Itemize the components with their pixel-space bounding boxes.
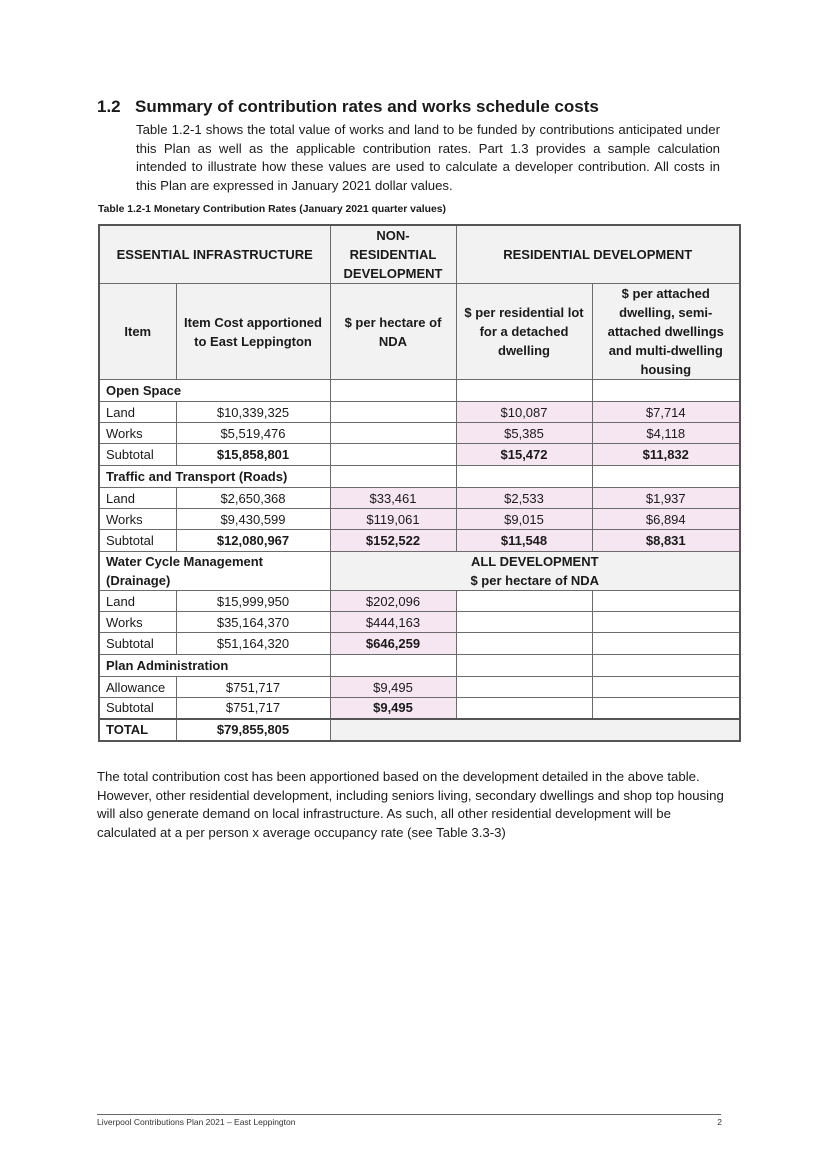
row-cost: $751,717 xyxy=(176,698,330,719)
header-per-attached: $ per attached dwelling, semi-attached dwellings and multi-dwelling housing xyxy=(592,284,740,380)
row-lot: $2,533 xyxy=(456,488,592,509)
row-cost: $15,999,950 xyxy=(176,591,330,612)
row-attached: $7,714 xyxy=(592,402,740,423)
row-lot: $11,548 xyxy=(456,530,592,552)
contribution-rates-table xyxy=(98,224,741,742)
section-open-space: Open Space xyxy=(99,380,330,402)
page-number: 2 xyxy=(717,1117,722,1127)
header-residential: RESIDENTIAL DEVELOPMENT xyxy=(456,225,740,284)
section-title: Summary of contribution rates and works schedule costs xyxy=(135,97,599,116)
row-attached: $6,894 xyxy=(592,509,740,530)
row-item: Land xyxy=(99,402,176,423)
section-water-cycle: Water Cycle Management (Drainage) xyxy=(99,552,330,591)
row-item: Works xyxy=(99,423,176,444)
header-per-lot: $ per residential lot for a detached dwelling xyxy=(456,284,592,380)
row-nda: $152,522 xyxy=(330,530,456,552)
row-cost: $751,717 xyxy=(176,677,330,698)
footer-title: Liverpool Contributions Plan 2021 – East Leppington xyxy=(97,1117,296,1127)
footer-divider xyxy=(97,1114,721,1115)
intro-paragraph: Table 1.2-1 shows the total value of works and land to be funded by contributions anticipated under this Plan as well as the applicable contribution rates. Part 1.3 provides a sample calculation intended to illustrate how these values are used to calculate a developer contribution. All costs in this Plan are expressed in January 2021 dollar values. xyxy=(136,122,720,193)
total-row xyxy=(99,719,740,741)
row-attached: $8,831 xyxy=(592,530,740,552)
total-label: TOTAL xyxy=(99,719,176,741)
row-cost: $9,430,599 xyxy=(176,509,330,530)
row-item: Subtotal xyxy=(99,444,176,466)
table-row xyxy=(99,509,740,530)
section-traffic: Traffic and Transport (Roads) xyxy=(99,466,330,488)
row-lot: $5,385 xyxy=(456,423,592,444)
header-per-hectare: $ per hectare of NDA xyxy=(330,284,456,380)
section-plan-admin: Plan Administration xyxy=(99,655,330,677)
header-essential-infrastructure: ESSENTIAL INFRASTRUCTURE xyxy=(99,225,330,284)
table-row xyxy=(99,423,740,444)
row-cost: $5,519,476 xyxy=(176,423,330,444)
row-nda: $33,461 xyxy=(330,488,456,509)
row-nda: $9,495 xyxy=(330,677,456,698)
table-caption: Table 1.2-1 Monetary Contribution Rates (January 2021 quarter values) xyxy=(98,204,446,215)
row-nda: $119,061 xyxy=(330,509,456,530)
row-item: Land xyxy=(99,591,176,612)
row-cost: $12,080,967 xyxy=(176,530,330,552)
closing-paragraph: The total contribution cost has been apportioned based on the development detailed in the above table. However, other residential development, including seniors living, secondary dwellings and shop top housing will also generate demand on local infrastructure. As such, all other residential development will be calculated at a per person x average occupancy rate (see Table 3.3-3) xyxy=(97,769,724,840)
table-row xyxy=(99,444,740,466)
all-development-unit: $ per hectare of NDA xyxy=(470,573,600,588)
all-development-label: ALL DEVELOPMENT xyxy=(470,554,599,569)
row-lot: $15,472 xyxy=(456,444,592,466)
row-cost: $2,650,368 xyxy=(176,488,330,509)
table-row xyxy=(99,612,740,633)
row-nda: $9,495 xyxy=(330,698,456,719)
row-item: Land xyxy=(99,488,176,509)
row-item: Subtotal xyxy=(99,530,176,552)
row-nda: $444,163 xyxy=(330,612,456,633)
row-item: Subtotal xyxy=(99,633,176,655)
table-row xyxy=(99,530,740,552)
table-row xyxy=(99,677,740,698)
row-attached: $4,118 xyxy=(592,423,740,444)
row-attached: $1,937 xyxy=(592,488,740,509)
section-heading xyxy=(97,97,599,117)
table-row xyxy=(99,402,740,423)
row-nda xyxy=(330,444,456,466)
table-row xyxy=(99,488,740,509)
row-item: Allowance xyxy=(99,677,176,698)
table-row xyxy=(99,633,740,655)
row-nda: $646,259 xyxy=(330,633,456,655)
row-cost: $10,339,325 xyxy=(176,402,330,423)
row-item: Works xyxy=(99,509,176,530)
total-cost: $79,855,805 xyxy=(176,719,330,741)
row-nda xyxy=(330,423,456,444)
all-development-header xyxy=(330,552,740,591)
header-non-residential: NON-RESIDENTIAL DEVELOPMENT xyxy=(330,225,456,284)
section-number: 1.2 xyxy=(97,97,121,116)
row-item: Works xyxy=(99,612,176,633)
row-lot: $10,087 xyxy=(456,402,592,423)
header-item-cost: Item Cost apportioned to East Leppington xyxy=(176,284,330,380)
row-cost: $35,164,370 xyxy=(176,612,330,633)
row-item: Subtotal xyxy=(99,698,176,719)
table-row xyxy=(99,591,740,612)
table-row xyxy=(99,698,740,719)
row-lot: $9,015 xyxy=(456,509,592,530)
row-cost: $51,164,320 xyxy=(176,633,330,655)
row-attached: $11,832 xyxy=(592,444,740,466)
row-nda: $202,096 xyxy=(330,591,456,612)
row-nda xyxy=(330,402,456,423)
header-item: Item xyxy=(99,284,176,380)
row-cost: $15,858,801 xyxy=(176,444,330,466)
